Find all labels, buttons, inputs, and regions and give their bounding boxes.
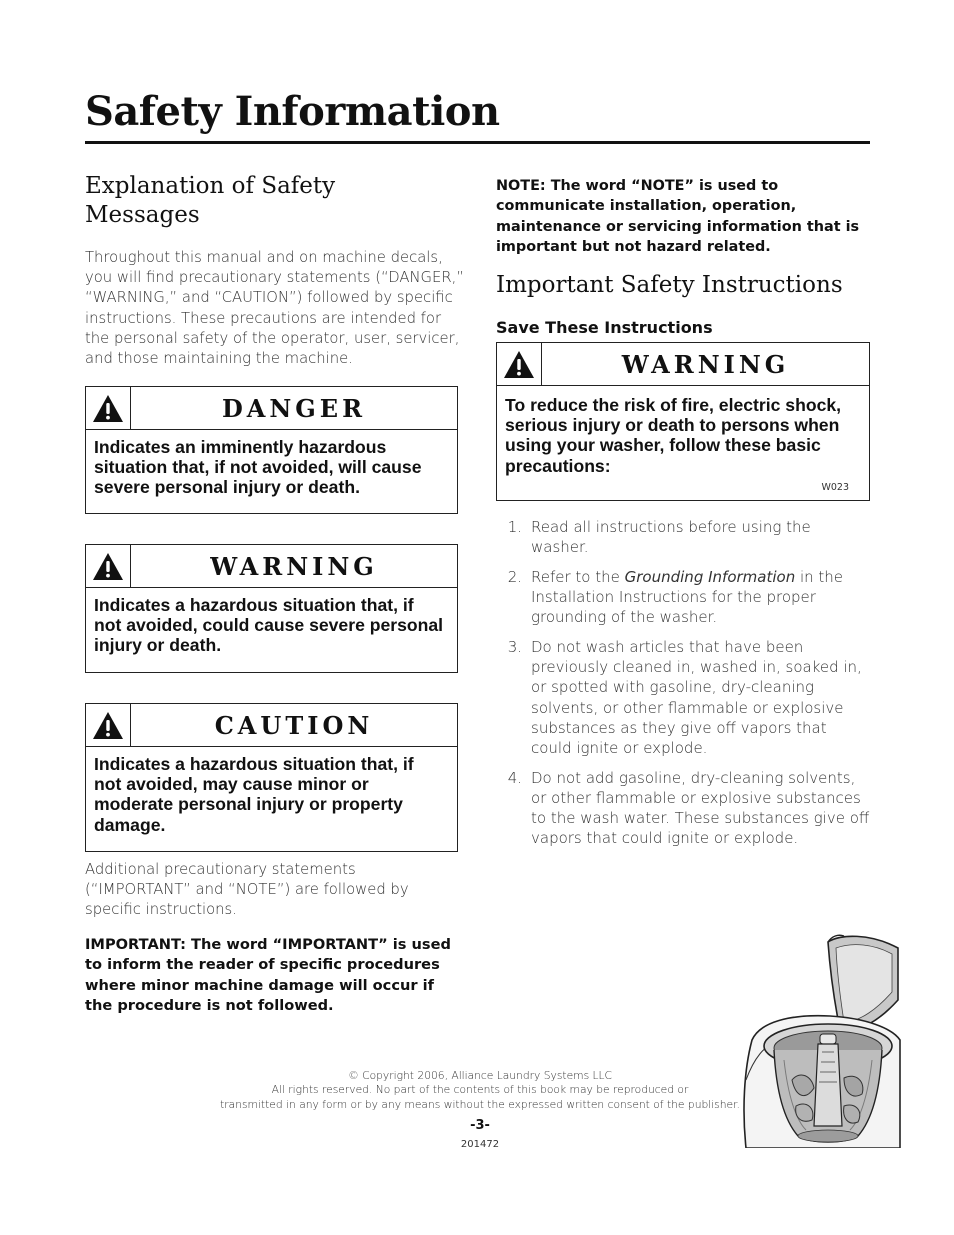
list-item xyxy=(500,637,872,758)
list-item-number: 1. xyxy=(507,518,522,536)
list-item-text: Do not wash articles that have been previously cleaned in, washed in, soaked in, or spotted with gasoline, dry-cleaning solvents, or other flammable or explosive substances as they give off vapors that could ignite or explode. xyxy=(531,638,862,758)
copyright-footer xyxy=(180,1069,780,1112)
list-item-text: Refer to the xyxy=(531,567,625,586)
list-item xyxy=(500,768,872,849)
caution-header xyxy=(86,704,457,747)
safety-instructions-list xyxy=(500,517,872,858)
rights-line-2: transmitted in any form or by any means without the expressed written consent of the publisher. xyxy=(220,1097,740,1111)
list-item-number: 2. xyxy=(507,567,522,586)
warning-signal-word: WARNING xyxy=(210,551,378,581)
danger-text: Indicates an imminently hazardous situation that, if not avoided, will cause severe personal injury or death. xyxy=(94,437,422,498)
list-item-number: 4. xyxy=(507,768,522,787)
caution-text: Indicates a hazardous situation that, if not avoided, may cause minor or moderate personal injury or property damage. xyxy=(94,754,414,835)
warning-header xyxy=(86,545,457,588)
page-title: Safety Information xyxy=(85,88,500,135)
title-rule xyxy=(85,141,870,144)
warning-triangle-icon xyxy=(86,545,131,587)
explanation-heading: Explanation of Safety Messages xyxy=(85,173,336,228)
copyright-line: © Copyright 2006, Alliance Laundry Systems LLC xyxy=(348,1069,612,1082)
warning-code: W023 xyxy=(821,482,849,493)
caution-box xyxy=(85,703,458,852)
warning-triangle-icon xyxy=(86,704,131,746)
warning-text: Indicates a hazardous situation that, if not avoided, could cause severe personal injury or death. xyxy=(94,595,444,656)
danger-header xyxy=(86,387,457,430)
washer-warning-box xyxy=(496,342,870,501)
document-number: 201472 xyxy=(460,1139,500,1150)
danger-box xyxy=(85,386,458,514)
rights-line-1: All rights reserved. No part of the contents of this book may be reproduced or xyxy=(271,1083,689,1097)
save-instructions-subheading: Save These Instructions xyxy=(496,318,713,337)
important-safety-heading: Important Safety Instructions xyxy=(496,272,843,298)
warning-triangle-icon xyxy=(497,343,542,385)
list-item-text-cont: in the Installation Instructions for the proper grounding of the washer. xyxy=(531,567,844,627)
important-paragraph: IMPORTANT: The word “IMPORTANT” is used to inform the reader of specific procedures where minor machine damage will occur if the procedure is not followed. xyxy=(85,936,451,1014)
page-number: -3- xyxy=(470,1118,490,1133)
list-item xyxy=(500,567,872,628)
intro-paragraph: Throughout this manual and on machine decals, you will find precautionary statements (“DANGER,” “WARNING,” and “CAUTION”) followed by specific instructions. These precautions are intended for the personal safety of the operator, user, servicer, and those maintaining the machine. xyxy=(85,249,464,368)
note-paragraph: NOTE: The word “NOTE” is used to communicate installation, operation, maintenance or servicing information that is important but not hazard related. xyxy=(496,178,860,255)
list-item-text: Read all instructions before using the washer. xyxy=(531,518,811,557)
list-item xyxy=(500,517,872,557)
washer-warning-text: To reduce the risk of fire, electric shock, serious injury or death to persons when using your washer, follow these basic precautions: xyxy=(505,395,842,476)
washer-warning-signal-word: WARNING xyxy=(621,349,790,379)
danger-signal-word: DANGER xyxy=(221,393,367,423)
caution-signal-word: CAUTION xyxy=(214,710,374,740)
washer-illustration xyxy=(740,930,902,1148)
additional-paragraph: Additional precautionary statements (“IMPORTANT” and “NOTE”) are followed by specific instructions. xyxy=(85,861,409,919)
washer-warning-header xyxy=(497,343,869,386)
list-item-text: Do not add gasoline, dry-cleaning solvents, or other flammable or explosive substances to the wash water. These substances give off vapors that could ignite or explode. xyxy=(531,768,870,848)
warning-box xyxy=(85,544,458,673)
list-item-number: 3. xyxy=(507,638,522,657)
warning-triangle-icon xyxy=(86,387,131,429)
list-item-emphasis: Grounding Information xyxy=(624,567,796,586)
